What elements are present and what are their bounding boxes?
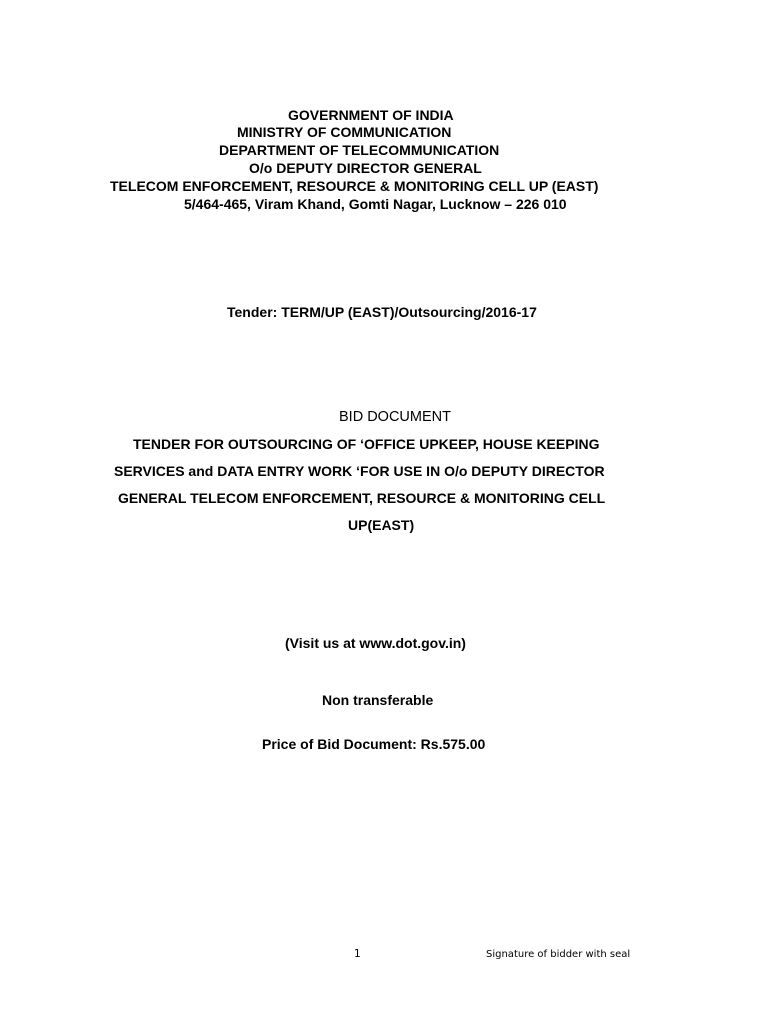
website-note: (Visit us at www.dot.gov.in) xyxy=(285,635,466,651)
tender-description-line: GENERAL TELECOM ENFORCEMENT, RESOURCE & MONITORING CELL xyxy=(118,490,606,506)
page-number: 1 xyxy=(354,948,361,960)
header-office: O/o DEPUTY DIRECTOR GENERAL xyxy=(249,160,482,176)
non-transferable-note: Non transferable xyxy=(322,692,434,708)
bid-document-title: BID DOCUMENT xyxy=(339,409,451,425)
bid-price: Price of Bid Document: Rs.575.00 xyxy=(262,736,486,752)
header-department: DEPARTMENT OF TELECOMMUNICATION xyxy=(219,142,500,158)
signature-note: Signature of bidder with seal xyxy=(486,949,631,960)
tender-description-line: UP(EAST) xyxy=(348,517,415,533)
header-cell-name: TELECOM ENFORCEMENT, RESOURCE & MONITORING CELL UP (EAST) xyxy=(110,178,599,194)
header-address: 5/464-465, Viram Khand, Gomti Nagar, Lucknow – 226 010 xyxy=(184,196,567,212)
tender-description-line: TENDER FOR OUTSOURCING OF ‘OFFICE UPKEEP, HOUSE KEEPING xyxy=(133,436,600,452)
tender-reference: Tender: TERM/UP (EAST)/Outsourcing/2016-17 xyxy=(227,304,537,320)
header-ministry: MINISTRY OF COMMUNICATION xyxy=(237,124,452,140)
header-government: GOVERNMENT OF INDIA xyxy=(288,107,454,123)
tender-description-line: SERVICES and DATA ENTRY WORK ‘FOR USE IN O/o DEPUTY DIRECTOR xyxy=(114,463,605,479)
